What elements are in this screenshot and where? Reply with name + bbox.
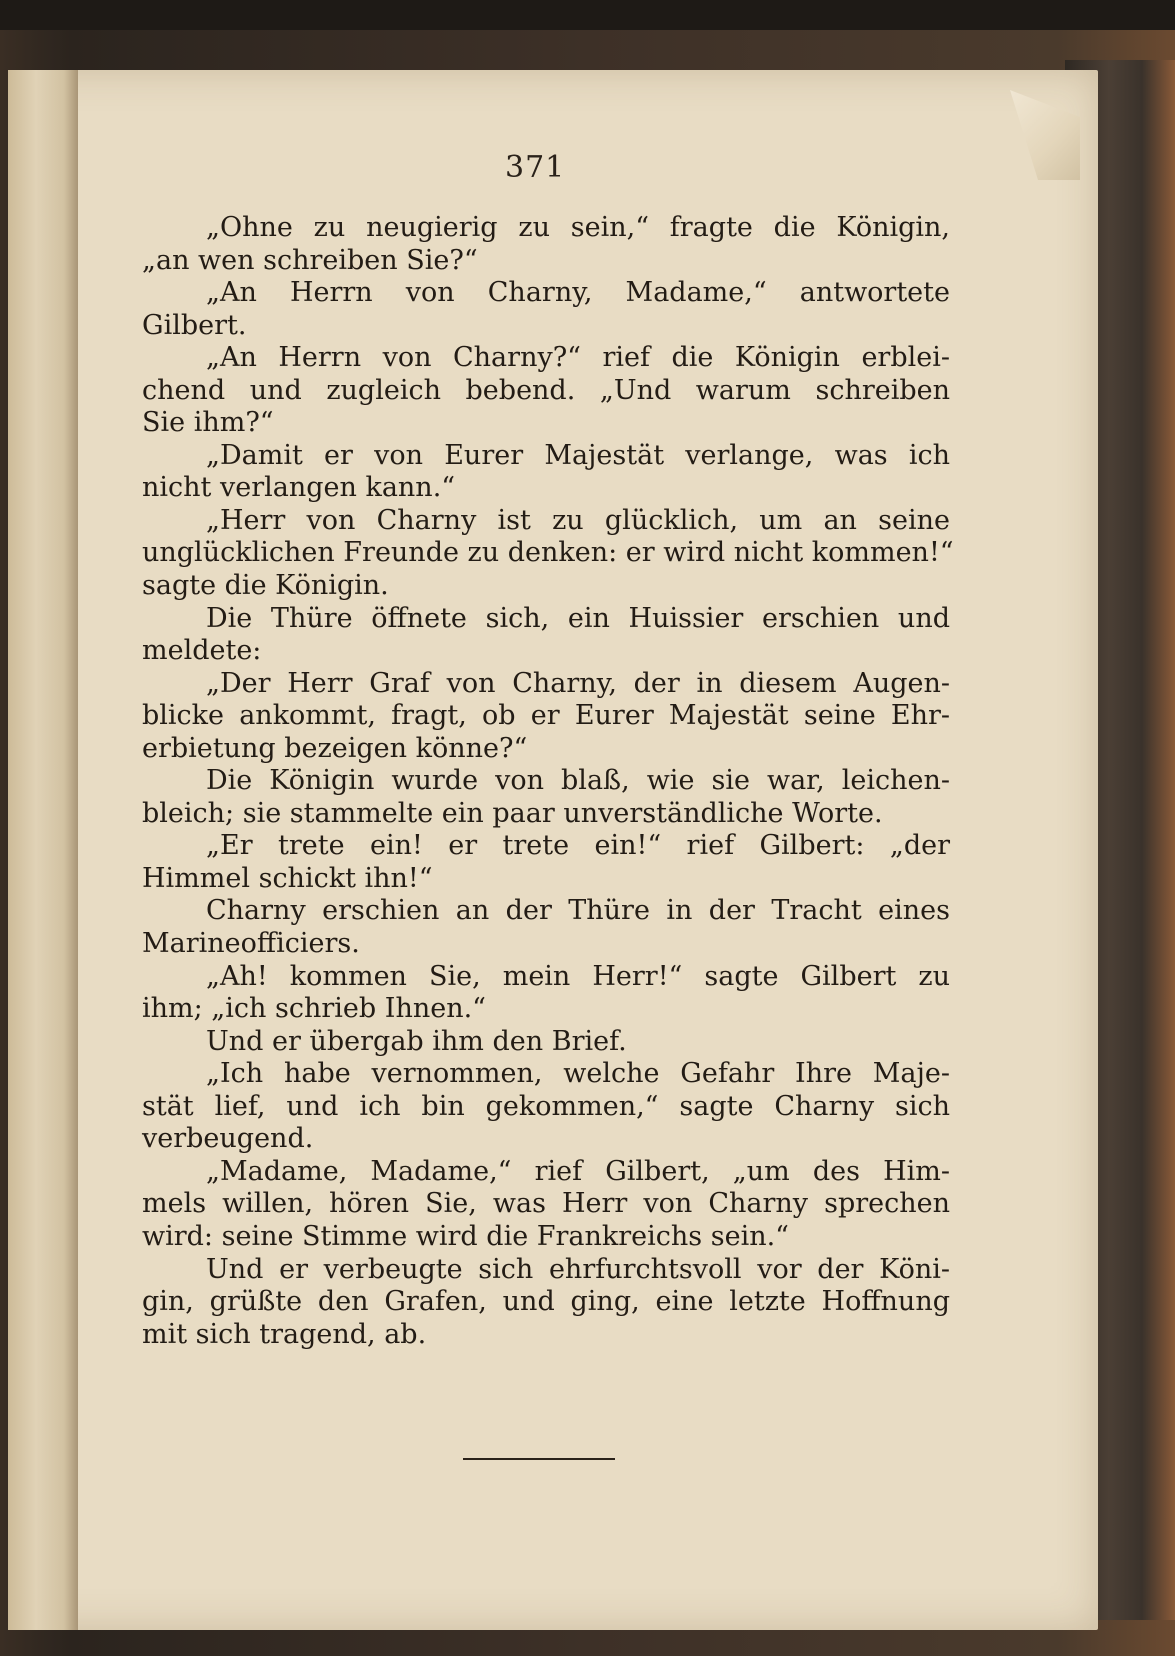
text-line: Gilbert. (142, 309, 247, 341)
text-line: „An Herrn von Charny, Madame,“ antwortete (206, 277, 950, 309)
text-line: Sie ihm?“ (142, 407, 274, 439)
text-line: gin, grüßte den Grafen, und ging, eine letzte Hoffnung (142, 1286, 950, 1318)
text-line: „Ohne zu neugierig zu sein,“ fragte die Königin, (206, 212, 950, 243)
text-line: bleich; sie stammelte ein paar unverständliche Worte. (142, 797, 883, 829)
text-line: „Herr von Charny ist zu glücklich, um an seine (206, 504, 950, 536)
text-line: „Ich habe vernommen, welche Gefahr Ihre Maje- (206, 1058, 950, 1090)
text-line: Himmel schickt ihn!“ (142, 862, 433, 894)
text-line: verbeugend. (142, 1123, 314, 1155)
text-line: Die Thüre öffnete sich, ein Huissier erschien und (206, 602, 950, 634)
text-line: „Ah! kommen Sie, mein Herr!“ sagte Gilbert zu (206, 960, 950, 992)
text-line: mels willen, hören Sie, was Herr von Charny sprechen (142, 1188, 950, 1220)
text-line: „Madame, Madame,“ rief Gilbert, „um des Him- (206, 1155, 950, 1187)
text-line: blicke ankommt, fragt, ob er Eurer Majestät seine Ehr- (142, 700, 950, 732)
text-line: „An Herrn von Charny?“ rief die Königin erblei- (206, 342, 950, 374)
text-line: erbietung bezeigen könne?“ (142, 732, 528, 764)
text-line: „an wen schreiben Sie?“ (142, 244, 478, 276)
text-line: stät lief, und ich bin gekommen,“ sagte Charny sich (142, 1090, 950, 1122)
text-line: ihm; „ich schrieb Ihnen.“ (142, 993, 486, 1025)
text-line: sagte die Königin. (142, 570, 389, 602)
page-number: 371 (505, 150, 566, 185)
text-line: Marineofficiers. (142, 928, 360, 960)
text-line: Und er verbeugte sich ehrfurchtsvoll vor der Köni- (206, 1253, 950, 1285)
text-line: mit sich tragend, ab. (142, 1318, 427, 1350)
text-line: Charny erschien an der Thüre in der Tracht eines (206, 895, 950, 927)
page-gutter (8, 70, 78, 1630)
text-line: meldete: (142, 635, 262, 667)
text-line: nicht verlangen kann.“ (142, 472, 456, 504)
text-line: chend und zugleich bebend. „Und warum schreiben (142, 374, 950, 406)
section-divider (463, 1458, 615, 1460)
text-line: wird: seine Stimme wird die Frankreichs sein.“ (142, 1220, 789, 1252)
body-text (142, 212, 954, 1351)
text-line: „Er trete ein! er trete ein!“ rief Gilbert: „der (206, 830, 950, 862)
text-line: Die Königin wurde von blaß, wie sie war, leichen- (206, 765, 950, 797)
text-line: „Damit er von Eurer Majestät verlange, was ich (206, 439, 950, 471)
text-line: unglücklichen Freunde zu denken: er wird nicht kommen!“ (142, 537, 954, 569)
text-line: Und er übergab ihm den Brief. (206, 1025, 627, 1057)
text-line: „Der Herr Graf von Charny, der in diesem Augen- (206, 667, 950, 699)
